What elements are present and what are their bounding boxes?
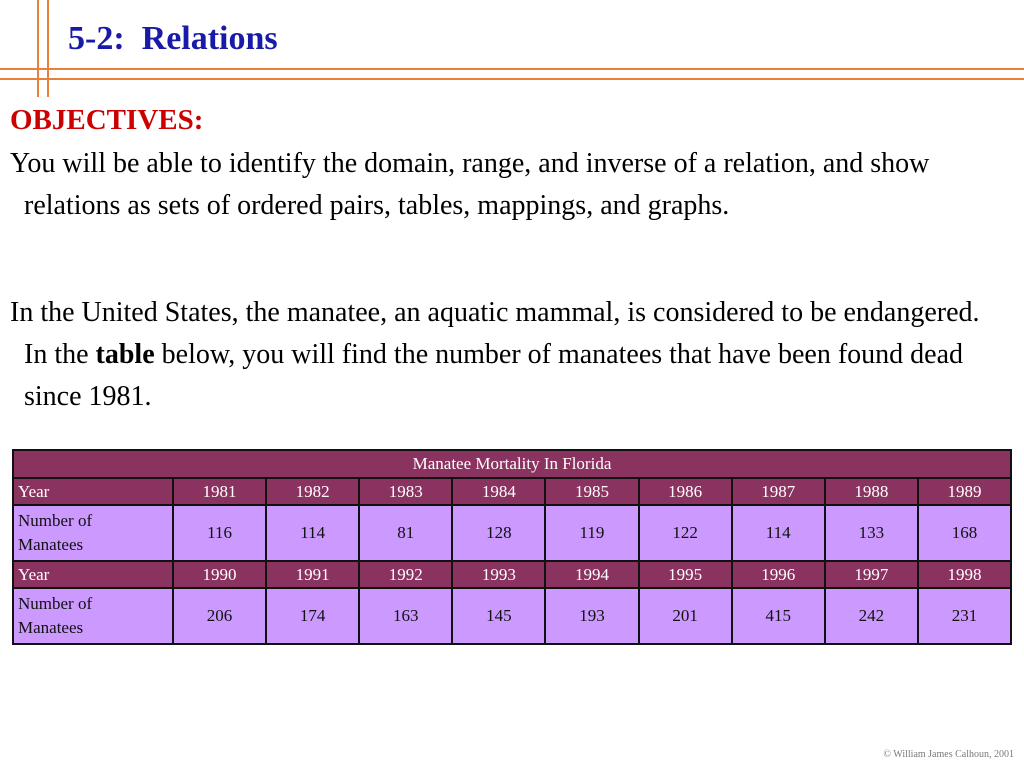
count-cell: 174 [266,588,359,644]
year-cell: 1996 [732,561,825,588]
count-row [13,588,1011,644]
year-cell: 1991 [266,561,359,588]
year-cell: 1983 [359,478,452,505]
objective-paragraph: You will be able to identify the domain, range, and inverse of a relation, and show relations as sets of ordered pairs, tables, mappings, and graphs. [10,148,930,221]
year-row [13,561,1011,588]
year-row [13,478,1011,505]
year-cell: 1992 [359,561,452,588]
count-cell: 163 [359,588,452,644]
count-cell: 133 [825,505,918,561]
count-row-label [13,505,173,561]
year-row-label: Year [13,478,173,505]
count-cell: 128 [452,505,545,561]
count-cell: 206 [173,588,266,644]
year-cell: 1988 [825,478,918,505]
year-cell: 1982 [266,478,359,505]
decorative-horizontal-line-bottom [0,78,1024,80]
decorative-vertical-line-left [37,0,39,97]
year-cell: 1995 [639,561,732,588]
count-cell: 116 [173,505,266,561]
slide-title: 5-2: Relations [68,20,278,57]
count-cell: 242 [825,588,918,644]
year-cell: 1981 [173,478,266,505]
year-cell: 1985 [545,478,638,505]
year-cell: 1987 [732,478,825,505]
intro-paragraph [10,292,1009,418]
copyright-notice: © William James Calhoun, 2001 [883,749,1014,760]
year-cell: 1993 [452,561,545,588]
decorative-vertical-line-right [47,0,49,97]
count-label-line-2: Manatees [18,618,84,637]
year-row-label: Year [13,561,173,588]
intro-text-bold: table [95,339,155,370]
intro-text-after: below, you will find the number of manatees that have been found dead since 1981. [24,339,964,412]
count-cell: 81 [359,505,452,561]
year-cell: 1998 [918,561,1011,588]
count-cell: 145 [452,588,545,644]
count-cell: 114 [266,505,359,561]
table-title-row [13,450,1011,478]
year-cell: 1994 [545,561,638,588]
count-row [13,505,1011,561]
count-cell: 193 [545,588,638,644]
year-cell: 1989 [918,478,1011,505]
count-cell: 231 [918,588,1011,644]
year-cell: 1997 [825,561,918,588]
count-cell: 122 [639,505,732,561]
count-label-line-1: Number of [18,511,93,530]
count-cell: 168 [918,505,1011,561]
count-label-line-1: Number of [18,594,93,613]
year-cell: 1984 [452,478,545,505]
year-cell: 1986 [639,478,732,505]
count-cell: 114 [732,505,825,561]
intro-text-before: In the United States, the manatee, an aquatic mammal, is considered to be endangered. In the [10,297,980,370]
manatee-mortality-table [12,449,1012,645]
count-cell: 201 [639,588,732,644]
objectives-heading: OBJECTIVES: [10,104,204,136]
count-cell: 119 [545,505,638,561]
count-label-line-2: Manatees [18,535,84,554]
count-cell: 415 [732,588,825,644]
count-row-label [13,588,173,644]
table-title: Manatee Mortality In Florida [13,450,1011,478]
year-cell: 1990 [173,561,266,588]
decorative-horizontal-line-top [0,68,1024,70]
